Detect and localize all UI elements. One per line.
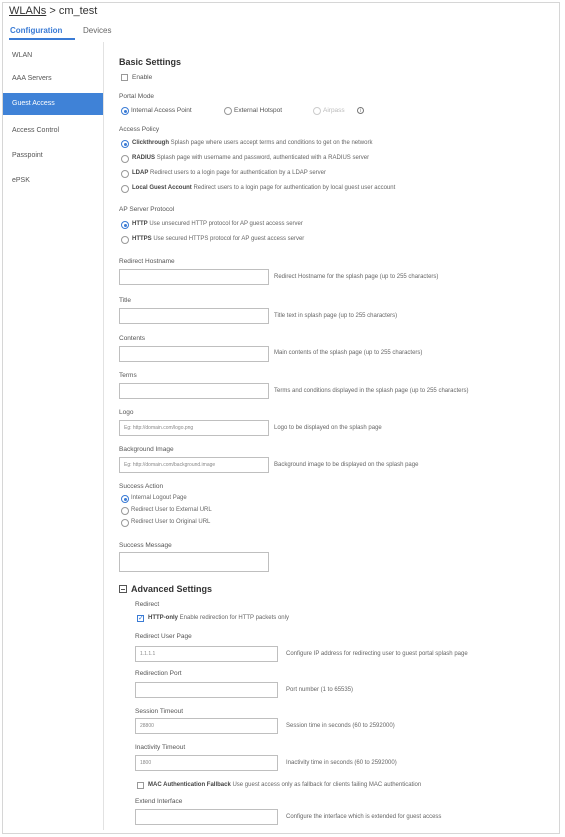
sidebar-item-epsk[interactable]: ePSK: [12, 177, 30, 184]
success-logout-label: Internal Logout Page: [131, 495, 187, 501]
portal-mode-label: Portal Mode: [119, 93, 155, 100]
session-timeout-input[interactable]: 28800: [135, 718, 278, 734]
background-image-input[interactable]: Eg: http://domain.com/background.image: [119, 457, 269, 473]
access-policy-label: Access Policy: [119, 126, 160, 133]
redirection-port-label: Redirection Port: [135, 670, 182, 677]
sidebar-item-passpoint[interactable]: Passpoint: [12, 152, 43, 159]
contents-hint: Main contents of the splash page (up to 255 characters): [274, 350, 423, 356]
inactivity-timeout-label: Inactivity Timeout: [135, 744, 186, 751]
policy-local-guest-option: Local Guest Account Redirect users to a login page for authentication by local guest user account: [132, 185, 396, 191]
policy-ldap-option: LDAP Redirect users to a login page for authentication by a LDAP server: [132, 170, 327, 176]
breadcrumb-current: cm_test: [58, 5, 98, 17]
http-only-checkbox[interactable]: [137, 615, 144, 622]
http-only-option: HTTP-only Enable redirection for HTTP packets only: [148, 615, 289, 621]
sidebar-item-aaa-servers[interactable]: AAA Servers: [12, 75, 52, 82]
logo-input[interactable]: Eg: http://domain.com/logo.png: [119, 420, 269, 436]
success-action-label: Success Action: [119, 483, 164, 490]
title-label: Title: [119, 297, 132, 304]
protocol-http-option: HTTP Use unsecured HTTP protocol for AP guest access server: [132, 221, 303, 227]
advanced-settings-title: Advanced Settings: [131, 584, 213, 594]
redirect-user-page-label: Redirect User Page: [135, 633, 192, 640]
sidebar-item-wlan[interactable]: WLAN: [12, 52, 33, 59]
logo-label: Logo: [119, 409, 134, 416]
sidebar-item-guest-access[interactable]: Guest Access: [3, 93, 103, 115]
redirect-hostname-label: Redirect Hostname: [119, 258, 175, 265]
policy-radius-radio[interactable]: [121, 155, 129, 163]
success-original-radio[interactable]: [121, 519, 129, 527]
logo-hint: Logo to be displayed on the splash page: [274, 425, 382, 431]
title-input[interactable]: [119, 308, 269, 324]
mac-auth-fallback-option: MAC Authentication Fallback Use guest access only as fallback for clients failing MAC authentication: [148, 782, 422, 788]
protocol-https-radio[interactable]: [121, 236, 129, 244]
breadcrumb-separator: >: [46, 5, 59, 17]
background-image-hint: Background image to be displayed on the splash page: [274, 462, 419, 468]
portal-airpass-label: Airpass: [323, 107, 345, 114]
breadcrumb: [9, 5, 97, 17]
redirect-label: Redirect: [135, 601, 160, 608]
background-image-label: Background Image: [119, 446, 174, 453]
success-external-radio[interactable]: [121, 507, 129, 515]
session-timeout-hint: Session time in seconds (60 to 2592000): [286, 723, 395, 729]
basic-settings-title: Basic Settings: [119, 57, 182, 67]
main-panel: [110, 48, 558, 828]
ap-server-protocol-label: AP Server Protocol: [119, 206, 175, 213]
portal-external-label: External Hotspot: [234, 107, 283, 114]
terms-input[interactable]: [119, 383, 269, 399]
session-timeout-label: Session Timeout: [135, 708, 184, 715]
contents-input[interactable]: [119, 346, 269, 362]
tab-devices[interactable]: Devices: [83, 26, 112, 35]
extend-interface-input[interactable]: [135, 809, 278, 825]
policy-radius-option: RADIUS Splash page with username and password, authenticated with a RADIUS server: [132, 155, 370, 161]
active-tab-indicator: [9, 38, 75, 40]
redirection-port-input[interactable]: [135, 682, 278, 698]
success-message-label: Success Message: [119, 542, 172, 549]
policy-ldap-radio[interactable]: [121, 170, 129, 178]
success-logout-radio[interactable]: [121, 495, 129, 503]
info-icon[interactable]: i: [357, 107, 364, 114]
contents-label: Contents: [119, 335, 146, 342]
breadcrumb-wlans-link[interactable]: WLANs: [9, 5, 47, 17]
policy-clickthrough-radio[interactable]: [121, 140, 129, 148]
portal-internal-radio[interactable]: [121, 107, 129, 115]
inactivity-timeout-input[interactable]: 1800: [135, 755, 278, 771]
redirect-hostname-input[interactable]: [119, 269, 269, 285]
portal-external-radio[interactable]: [224, 107, 232, 115]
success-original-label: Redirect User to Original URL: [131, 519, 211, 525]
tab-configuration[interactable]: Configuration: [10, 26, 63, 35]
redirection-port-hint: Port number (1 to 65535): [286, 687, 354, 693]
protocol-http-radio[interactable]: [121, 221, 129, 229]
redirect-user-page-hint: Configure IP address for redirecting user to guest portal splash page: [286, 651, 468, 657]
policy-local-guest-radio[interactable]: [121, 185, 129, 193]
enable-checkbox[interactable]: [121, 74, 128, 81]
enable-label: Enable: [132, 74, 153, 81]
title-hint: Title text in splash page (up to 255 characters): [274, 313, 398, 319]
mac-auth-fallback-checkbox[interactable]: [137, 782, 144, 789]
redirect-user-page-input[interactable]: 1.1.1.1: [135, 646, 278, 662]
collapse-advanced-icon[interactable]: [119, 585, 127, 593]
extend-interface-label: Extend Interface: [135, 798, 183, 805]
redirect-hostname-hint: Redirect Hostname for the splash page (up to 255 characters): [274, 274, 439, 280]
terms-label: Terms: [119, 372, 137, 379]
terms-hint: Terms and conditions displayed in the splash page (up to 255 characters): [274, 388, 469, 394]
protocol-https-option: HTTPS Use secured HTTPS protocol for AP guest access server: [132, 236, 305, 242]
inactivity-timeout-hint: Inactivity time in seconds (60 to 2592000): [286, 760, 397, 766]
policy-clickthrough-option: Clickthrough Splash page where users accept terms and conditions to get on the network: [132, 140, 373, 146]
sidebar: [3, 42, 104, 830]
portal-internal-label: Internal Access Point: [131, 107, 192, 114]
success-message-input[interactable]: [119, 552, 269, 572]
sidebar-item-access-control[interactable]: Access Control: [12, 127, 60, 134]
extend-interface-hint: Configure the interface which is extended for guest access: [286, 814, 442, 820]
portal-airpass-radio[interactable]: [313, 107, 321, 115]
success-external-label: Redirect User to External URL: [131, 507, 212, 513]
